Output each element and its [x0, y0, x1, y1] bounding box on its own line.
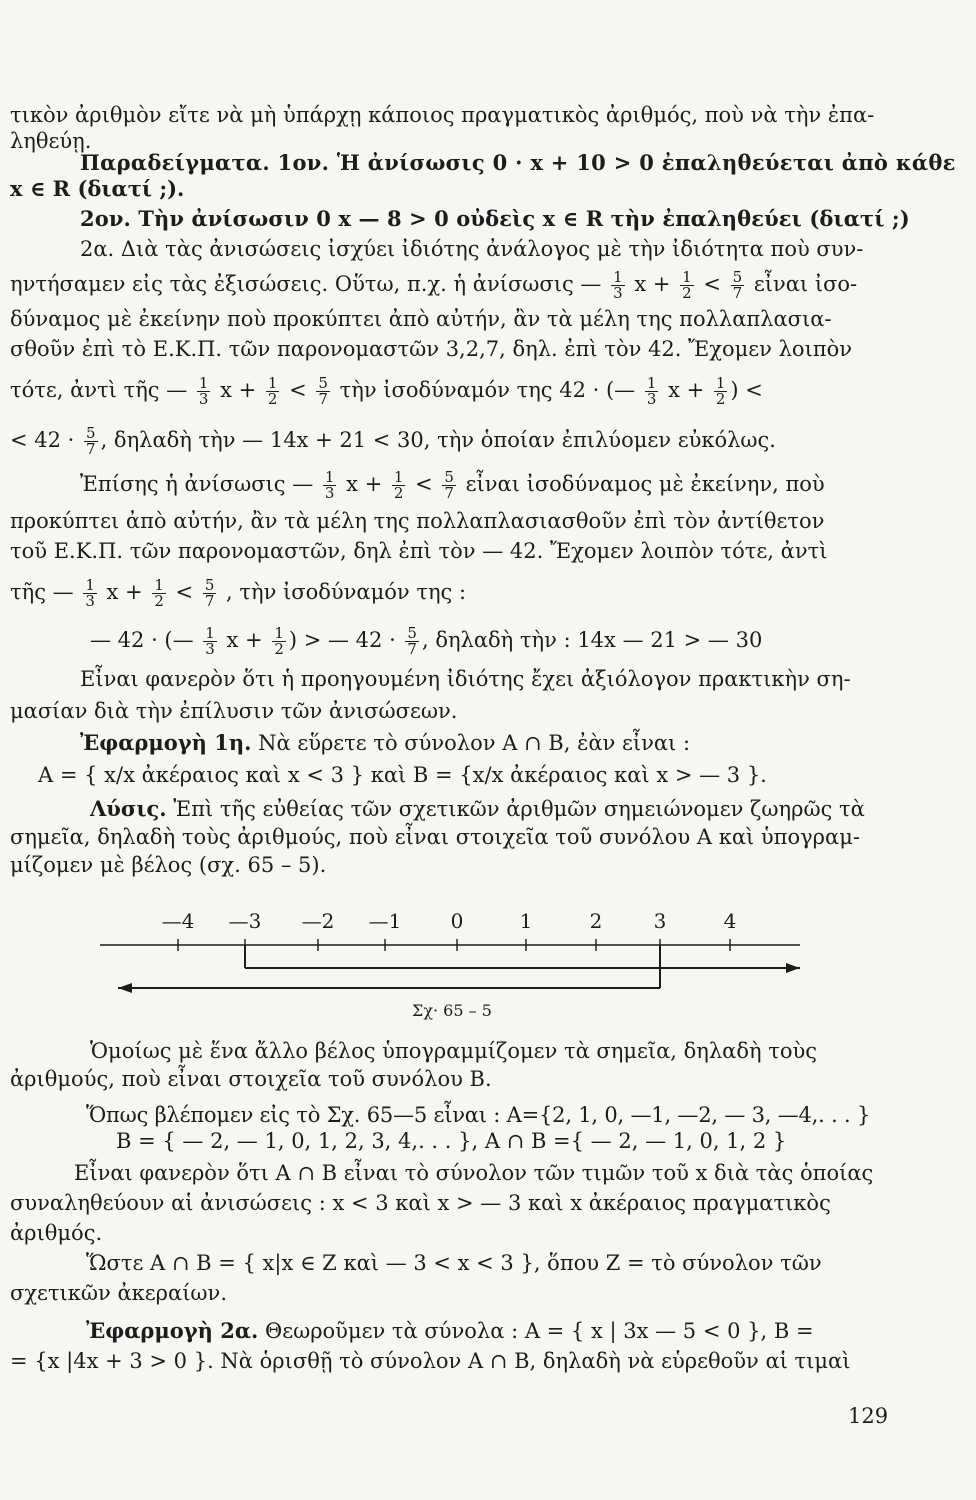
fraction-denominator: 3: [646, 390, 657, 408]
arrow-b-head: [786, 963, 800, 973]
figure-caption: Σχ· 65 – 5: [412, 1001, 492, 1020]
fraction-numerator: 1: [267, 374, 278, 392]
fraction-numerator: 1: [85, 576, 95, 594]
text-run: Ὅπως βλέπομεν εἰς τὸ Σχ. 65—5 εἶναι : A={2, 1, 0, —1, —2, — 3, —4,. . . }: [86, 1103, 871, 1127]
text-run: x +: [661, 378, 711, 402]
text-run: Εἶναι φανερὸν ὅτι A ∩ B εἶναι τὸ σύνολον τῶν τιμῶν τοῦ x διὰ τὰς ὁποίας: [74, 1161, 874, 1185]
text-run: Θεωροῦμεν τὰ σύνολα : A = { x | 3x — 5 < 0 }, B =: [258, 1319, 814, 1343]
tick-label: —1: [368, 909, 402, 933]
fraction-denominator: 7: [204, 592, 215, 610]
text-run: x +: [99, 580, 150, 604]
fraction-numerator: 5: [444, 468, 454, 486]
fraction-numerator: 1: [198, 374, 209, 392]
bold-text: Ἐφαρμογὴ 2α.: [86, 1318, 259, 1343]
fraction-numerator: 1: [393, 468, 404, 486]
text-run: — 42 · (—: [90, 628, 201, 652]
text-run: < 42 ·: [10, 428, 82, 452]
fraction-denominator: 3: [324, 484, 335, 502]
fraction-denominator: 3: [613, 284, 623, 302]
bold-text: x ∈ R (διατί ;).: [10, 176, 185, 201]
fraction-denominator: 7: [318, 390, 328, 408]
fraction-denominator: 3: [85, 592, 95, 610]
text-run: ἀριθμός.: [10, 1221, 103, 1245]
fraction-denominator: 2: [274, 640, 284, 658]
text-run: ) <: [730, 378, 763, 402]
fraction-numerator: 1: [646, 374, 657, 392]
text-run: συναληθεύουν αἱ ἀνισώσεις : x < 3 καὶ x > — 3 καὶ x ἀκέραιος πραγματικὸς: [10, 1191, 831, 1215]
fraction-numerator: 5: [86, 424, 96, 442]
tick-label: 4: [723, 909, 737, 933]
bold-text: 2ον. Τὴν ἀνίσωσιν 0 x — 8 > 0 οὐδεὶς x ∈ R τὴν ἐπαληθεύει (διατί ;): [80, 206, 910, 231]
fraction-numerator: 5: [204, 576, 215, 594]
text-run: τότε, ἀντὶ τῆς —: [10, 378, 194, 402]
fraction-numerator: 1: [682, 268, 692, 286]
text-run: ηντήσαμεν εἰς τὰς ἐξισώσεις. Οὕτω, π.χ. ἡ ἀνίσωσις —: [10, 272, 609, 296]
text-run: εἶναι ἰσοδύναμος μὲ ἐκείνην, ποὺ: [458, 472, 825, 496]
bold-text: Ἐφαρμογὴ 1η.: [80, 730, 252, 755]
text-run: , δηλαδὴ τὴν : 14x — 21 > — 30: [421, 628, 763, 652]
fraction-denominator: 3: [198, 390, 209, 408]
fraction-numerator: 1: [274, 624, 284, 642]
tick-label: 0: [450, 909, 464, 933]
fraction-numerator: 1: [205, 624, 215, 642]
text-run: τοῦ Ε.Κ.Π. τῶν παρονομαστῶν, δηλ ἐπὶ τὸν — 42. Ἔχομεν λοιπὸν τότε, ἀντὶ: [10, 539, 828, 563]
text-run: <: [282, 378, 314, 402]
text-run: , τὴν ἰσοδύναμόν της :: [219, 580, 467, 604]
text-run: τῆς —: [10, 580, 81, 604]
fraction-numerator: 5: [732, 268, 743, 286]
tick-label: —2: [301, 909, 335, 933]
text-run: ) > — 42 ·: [288, 628, 403, 652]
text-run: A = { x/x ἀκέραιος καὶ x < 3 } καὶ B = {x/x ἀκέραιος καὶ x > — 3 }.: [38, 763, 767, 787]
fraction-denominator: 2: [393, 484, 404, 502]
bold-text: Παραδείγματα. 1ον. Ἡ ἀνίσωσις 0 · x + 10 > 0 ἐπαληθεύεται ἀπὸ κάθε: [80, 150, 956, 175]
page-number: 129: [848, 1404, 889, 1428]
fraction-denominator: 7: [407, 640, 417, 658]
arrow-a-head: [118, 983, 132, 993]
text-run: δύναμος μὲ ἐκείνην ποὺ προκύπτει ἀπὸ αὐτήν, ἂν τὰ μέλη της πολλαπλασια-: [10, 307, 832, 331]
text-run: σχετικῶν ἀκεραίων.: [10, 1281, 227, 1305]
text-run: σθοῦν ἐπὶ τὸ Ε.Κ.Π. τῶν παρονομαστῶν 3,2,7, δηλ. ἐπὶ τὸν 42. Ἔχομεν λοιπὸν: [10, 337, 853, 361]
fraction-numerator: 1: [715, 374, 726, 392]
text-run: μασίαν διὰ τὴν ἐπίλυσιν τῶν ἀνισώσεων.: [10, 699, 458, 723]
text-run: Ὥστε A ∩ B = { x|x ∈ Z καὶ — 3 < x < 3 }, ὅπου Z = τὸ σύνολον τῶν: [86, 1251, 822, 1275]
text-run: , δηλαδὴ τὴν — 14x + 21 < 30, τὴν ὁποίαν ἐπιλύομεν εὐκόλως.: [100, 428, 776, 452]
tick-label: 3: [653, 909, 667, 933]
text-run: x +: [339, 472, 389, 496]
text-run: Ὁμοίως μὲ ἕνα ἄλλο βέλος ὑπογραμμίζομεν τὰ σημεῖα, δηλαδὴ τοὺς: [90, 1039, 818, 1063]
fraction-denominator: 2: [715, 390, 726, 408]
text-run: μίζομεν μὲ βέλος (σχ. 65 – 5).: [10, 853, 327, 877]
text-run: <: [696, 272, 728, 296]
fraction-numerator: 1: [613, 268, 623, 286]
text-run: ληθεύῃ.: [10, 129, 92, 153]
fraction-numerator: 5: [318, 374, 328, 392]
fraction-denominator: 7: [732, 284, 743, 302]
text-run: τικὸν ἀριθμὸν εἴτε νὰ μὴ ὑπάρχῃ κάποιος πραγματικὸς ἀριθμός, ποὺ νὰ τὴν ἐπα-: [10, 103, 875, 127]
bold-text: Λύσις.: [90, 796, 167, 821]
text-run: Εἶναι φανερὸν ὅτι ἡ προηγουμένη ἰδιότης ἔχει ἀξιόλογον πρακτικὴν ση-: [80, 667, 851, 691]
tick-label: 2: [589, 909, 603, 933]
fraction-denominator: 2: [267, 390, 278, 408]
text-run: σημεῖα, δηλαδὴ τοὺς ἀριθμούς, ποὺ εἶναι στοιχεῖα τοῦ συνόλου A καὶ ὑπογραμ-: [10, 825, 860, 849]
text-run: x +: [627, 272, 678, 296]
text-run: = {x |4x + 3 > 0 }. Νὰ ὁρισθῇ τὸ σύνολον A ∩ B, δηλαδὴ νὰ εὑρεθοῦν αἱ τιμαὶ: [10, 1349, 851, 1373]
text-run: <: [408, 472, 440, 496]
text-run: B = { — 2, — 1, 0, 1, 2, 3, 4,. . . }, A ∩ B ={ — 2, — 1, 0, 1, 2 }: [116, 1129, 787, 1153]
text-run: προκύπτει ἀπὸ αὐτήν, ἂν τὰ μέλη της πολλαπλασιασθοῦν ἐπὶ τὸν ἀντίθετον: [10, 509, 825, 533]
text-run: Νὰ εὕρετε τὸ σύνολον A ∩ B, ἐὰν εἶναι :: [251, 731, 691, 755]
text-run: Ἐπίσης ἡ ἀνίσωσις —: [80, 472, 320, 496]
fraction-numerator: 5: [407, 624, 417, 642]
tick-label: —4: [161, 909, 195, 933]
fraction-numerator: 1: [324, 468, 335, 486]
fraction-numerator: 1: [154, 576, 164, 594]
text-run: <: [168, 580, 200, 604]
fraction-denominator: 2: [154, 592, 164, 610]
tick-label: —3: [228, 909, 262, 933]
text-run: τὴν ἰσοδύναμόν της 42 · (—: [332, 378, 642, 402]
text-run: x +: [213, 378, 263, 402]
text-run: εἶναι ἰσο-: [747, 272, 858, 296]
text-run: Ἐπὶ τῆς εὐθείας τῶν σχετικῶν ἀριθμῶν σημειώνομεν ζωηρῶς τὰ: [166, 797, 865, 821]
fraction-denominator: 3: [205, 640, 215, 658]
text-run: 2α. Διὰ τὰς ἀνισώσεις ἰσχύει ἰδιότης ἀνάλογος μὲ τὴν ἰδιότητα ποὺ συν-: [80, 237, 864, 261]
text-run: ἀριθμούς, ποὺ εἶναι στοιχεῖα τοῦ συνόλου B.: [10, 1067, 492, 1091]
fraction-denominator: 7: [444, 484, 454, 502]
text-run: x +: [219, 628, 270, 652]
tick-label: 1: [519, 909, 533, 933]
fraction-denominator: 7: [86, 440, 96, 458]
fraction-denominator: 2: [682, 284, 692, 302]
